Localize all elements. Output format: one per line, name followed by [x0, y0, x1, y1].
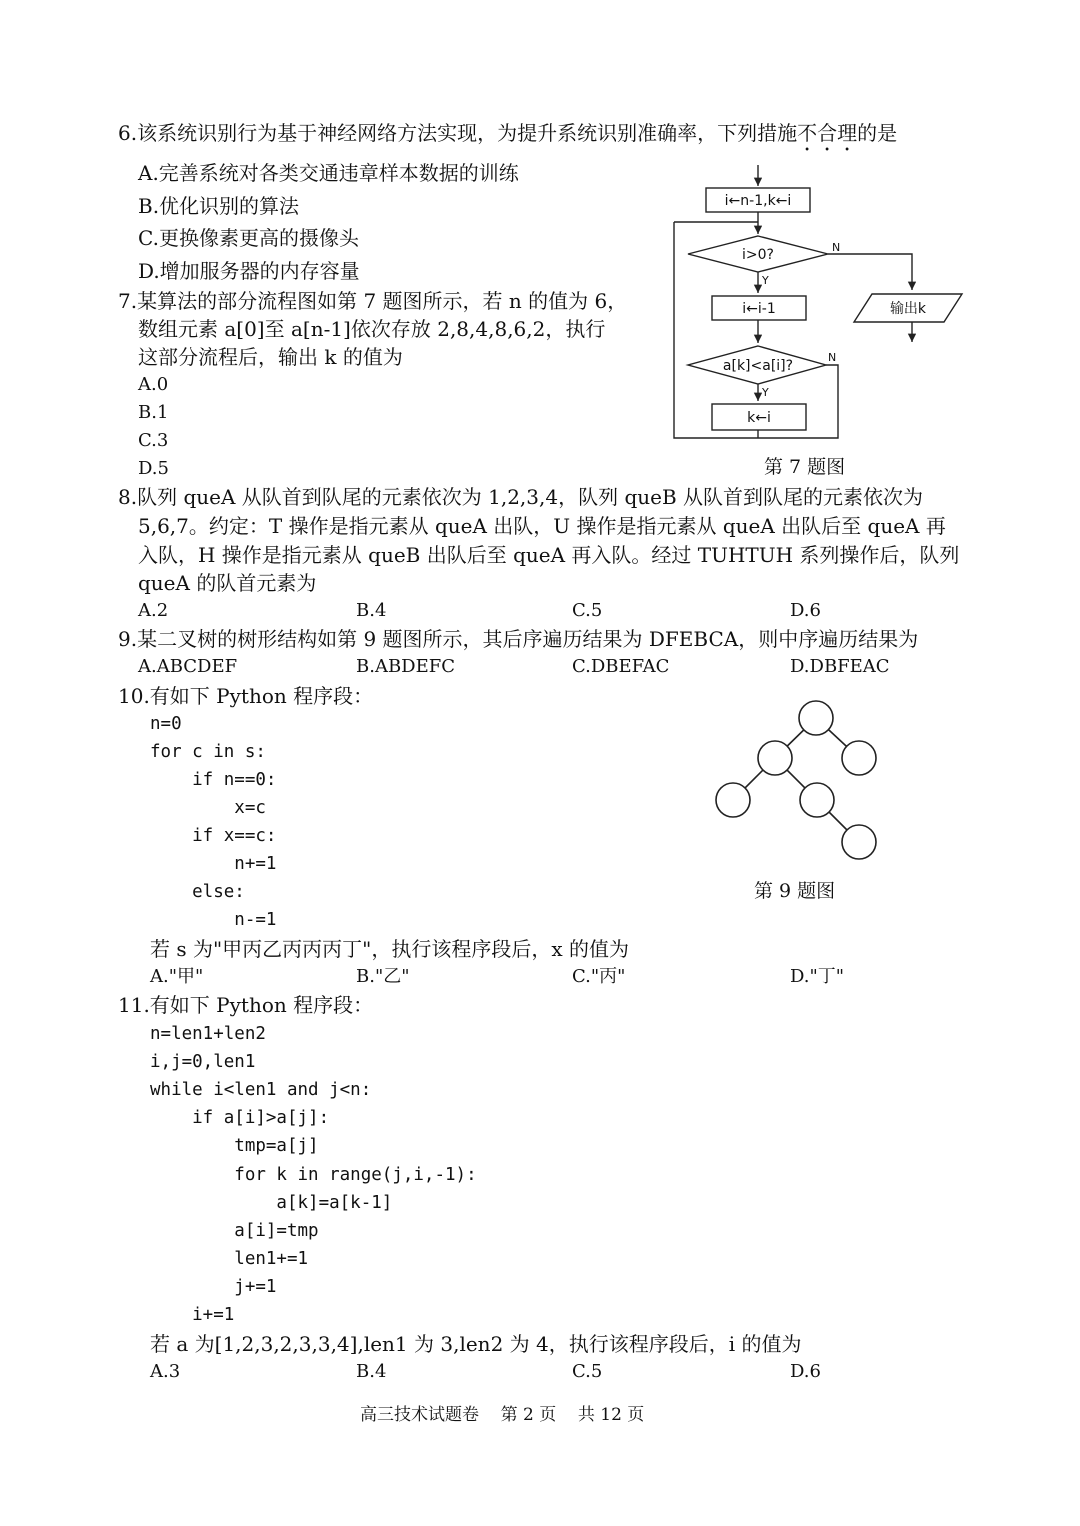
q10-code-line-3: if n==0: [150, 770, 277, 790]
q9-binary-tree [705, 695, 890, 870]
flow-cond2-yes: Y [762, 386, 769, 399]
q11-code-line-11: i+=1 [150, 1305, 235, 1325]
q11-option-d: D.6 [790, 1361, 821, 1382]
q10-code-line-5: if x==c: [150, 826, 277, 846]
q10-option-c: C."丙" [572, 966, 626, 987]
q10-code-line-4: x=c [150, 798, 266, 818]
q7-option-c: C.3 [138, 430, 169, 451]
q6-option-c: C.更换像素更高的摄像头 [138, 226, 359, 250]
q11-option-c: C.5 [572, 1361, 603, 1382]
q7-option-b: B.1 [138, 402, 169, 423]
q6-option-d: D.增加服务器的内存容量 [138, 259, 360, 283]
q9-figure-caption: 第 9 题图 [754, 880, 836, 902]
q8-option-a: A.2 [138, 600, 169, 621]
flow-cond1-no: N [832, 241, 841, 254]
q10-option-b: B."乙" [356, 966, 410, 987]
q11-code-line-10: j+=1 [150, 1277, 277, 1297]
q11-code-line-4: if a[i]>a[j]: [150, 1108, 330, 1128]
flow-cond1-yes: Y [762, 274, 769, 287]
q7-stem-line-2: 数组元素 a[0]至 a[n-1]依次存放 2,8,4,8,6,2，执行 [138, 317, 606, 341]
q10-question: 若 s 为"甲丙乙丙丙丙丁"，执行该程序段后，x 的值为 [150, 937, 630, 961]
flow-cond1-label: i>0? [742, 247, 774, 263]
tree-node-left-right [800, 783, 834, 817]
q10-stem: 10.有如下 Python 程序段： [118, 684, 374, 708]
tree-node-left-right-right [842, 825, 876, 859]
flow-dec-label: i←i-1 [742, 301, 776, 317]
q6-stem-suffix: 的是 [857, 121, 898, 145]
tree-node-left-left [716, 783, 750, 817]
q11-code-line-6: for k in range(j,i,-1): [150, 1165, 477, 1185]
q7-option-d: D.5 [138, 458, 169, 479]
q8-option-c: C.5 [572, 600, 603, 621]
q8-stem-line-2: 5,6,7。约定：T 操作是指元素从 queA 出队，U 操作是指元素从 queA 出队后至 queA 再 [138, 514, 946, 538]
q10-code-line-2: for c in s: [150, 742, 266, 762]
tree-node-root [799, 701, 833, 735]
q6-option-a: A.完善系统对各类交通违章样本数据的训练 [138, 161, 519, 185]
q10-code-line-7: else: [150, 882, 245, 902]
q11-code-line-2: i,j=0,len1 [150, 1052, 256, 1072]
q9-option-c: C.DBEFAC [572, 656, 670, 677]
q8-option-b: B.4 [356, 600, 387, 621]
q6-stem-text: 6.该系统识别行为基于神经网络方法实现，为提升系统识别准确率，下列措施 [118, 121, 798, 145]
q11-code-line-9: len1+=1 [150, 1249, 309, 1269]
q10-option-a: A."甲" [150, 966, 204, 987]
q7-stem-line-1: 7.某算法的部分流程图如第 7 题图所示，若 n 的值为 6， [118, 289, 628, 313]
q9-option-d: D.DBFEAC [790, 656, 890, 677]
tree-node-left [758, 741, 792, 775]
q11-code-line-1: n=len1+len2 [150, 1024, 266, 1044]
q8-option-d: D.6 [790, 600, 821, 621]
q11-code-line-5: tmp=a[j] [150, 1136, 319, 1156]
q11-option-a: A.3 [150, 1361, 181, 1382]
q6-option-b: B.优化识别的算法 [138, 194, 300, 218]
q8-stem-line-1: 8.队列 queA 从队首到队尾的元素依次为 1,2,3,4，队列 queB 从队首到队尾的元素依次为 [118, 485, 924, 509]
tree-node-right [842, 741, 876, 775]
q10-code-line-8: n-=1 [150, 910, 277, 930]
flow-cond2-no: N [828, 351, 837, 364]
q10-code-line-1: n=0 [150, 714, 182, 734]
q11-code-line-3: while i<len1 and j<n: [150, 1080, 372, 1100]
q8-stem-line-3: 入队，H 操作是指元素从 queB 出队后至 queA 再入队。经过 TUHTUH 系列操作后，队列 [138, 543, 960, 567]
flow-assign-label: k←i [747, 410, 771, 426]
q9-stem: 9.某二叉树的树形结构如第 9 题图所示，其后序遍历结果为 DFEBCA，则中序遍历结果为 [118, 627, 919, 651]
q10-code-line-6: n+=1 [150, 854, 277, 874]
q11-code-line-7: a[k]=a[k-1] [150, 1193, 393, 1213]
q7-option-a: A.0 [138, 374, 169, 395]
q10-option-d: D."丁" [790, 966, 845, 987]
q7-stem-line-3: 这部分流程后，输出 k 的值为 [138, 345, 403, 369]
q7-figure-caption: 第 7 题图 [764, 456, 846, 478]
q9-option-b: B.ABDEFC [356, 656, 456, 677]
q6-stem [118, 120, 897, 156]
flow-init-label: i←n-1,k←i [724, 193, 792, 209]
q11-stem: 11.有如下 Python 程序段： [118, 993, 374, 1017]
page-footer: 高三技术试题卷 第 2 页 共 12 页 [360, 1405, 645, 1425]
q7-flowchart [660, 160, 980, 450]
q9-option-a: A.ABCDEF [138, 656, 238, 677]
q11-question: 若 a 为[1,2,3,2,3,3,4],len1 为 3,len2 为 4，执行该程序段后，i 的值为 [150, 1332, 802, 1356]
q11-option-b: B.4 [356, 1361, 387, 1382]
q6-stem-emphasis: 不合理 [797, 121, 858, 145]
flow-output-label: 输出k [889, 301, 927, 317]
flow-cond2-label: a[k]<a[i]? [722, 358, 794, 374]
q11-code-line-8: a[i]=tmp [150, 1221, 319, 1241]
q8-stem-line-4: queA 的队首元素为 [138, 571, 317, 595]
